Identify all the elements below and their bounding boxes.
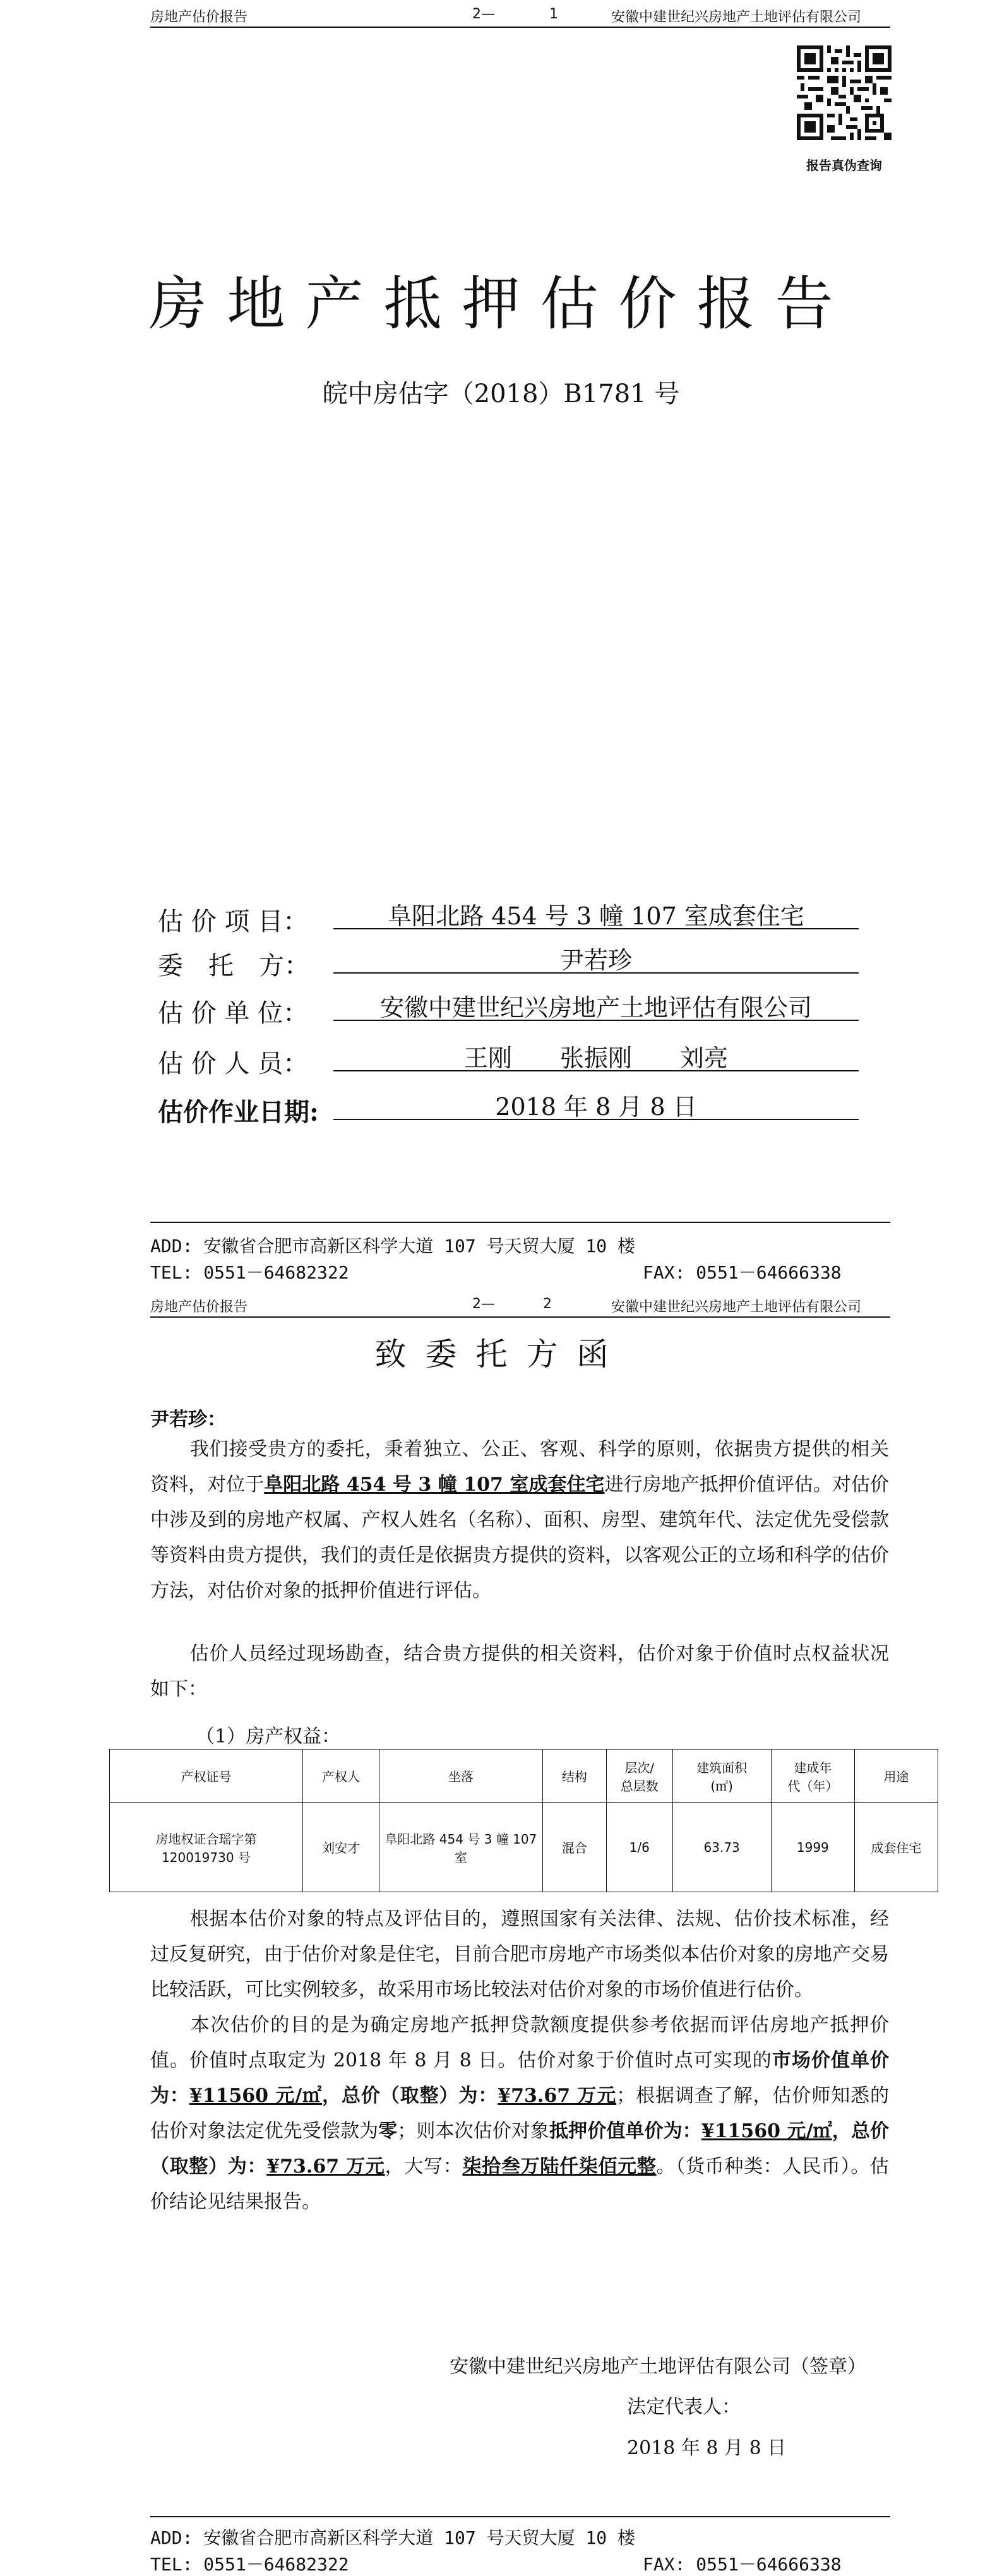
header-page-prefix: 2— — [472, 1296, 495, 1312]
signature-date: 2018 年 8 月 8 日 — [627, 2437, 787, 2459]
qr-label: 报告真伪查询 — [806, 158, 882, 173]
field-label-project: 估 价 项 目： — [158, 907, 309, 936]
footer-rule — [150, 2516, 890, 2517]
field-label-client: 委 托 方： — [158, 951, 309, 981]
table-header-cell: 建成年 代（年） — [771, 1750, 854, 1803]
header-rule — [150, 27, 890, 28]
footer-address: ADD: 安徽省合肥市高新区科学大道 107 号天贸大厦 10 楼 — [150, 1236, 636, 1256]
mortgage-unit-price: ¥11560 元/㎡ — [701, 2120, 832, 2142]
total-in-words: 柒拾叁万陆仟柒佰元整 — [462, 2156, 657, 2178]
header-left: 房地产估价报告 — [150, 1299, 248, 1315]
table-header-cell: 结构 — [542, 1750, 606, 1803]
market-total-price: ¥73.67 万元 — [498, 2085, 617, 2107]
header-page-prefix: 2— — [472, 6, 495, 22]
signature-legal-rep: 法定代表人： — [627, 2396, 741, 2418]
qr-code-icon[interactable] — [797, 45, 892, 140]
footer-phone: TEL: 0551－64682322 — [150, 1262, 349, 1283]
paragraph-inspection: 估价人员经过现场勘查，结合贵方提供的相关资料，估价对象于价值时点权益状况如下： — [150, 1643, 889, 1700]
footer-phone: TEL: 0551－64682322 — [150, 2554, 349, 2575]
table-cell: 1/6 — [606, 1803, 672, 1892]
header-right: 安徽中建世纪兴房地产土地评估有限公司 — [611, 9, 862, 25]
header-rule — [150, 1316, 890, 1318]
footer-fax: FAX: 0551－64666338 — [643, 2554, 842, 2575]
field-value-client: 尹若珍 — [333, 941, 859, 974]
table-header-cell: 层次/ 总层数 — [606, 1750, 672, 1803]
letter-title: 致委托方函 — [374, 1336, 628, 1373]
table-header-row — [110, 1750, 938, 1803]
table-cell: 63.73 — [672, 1803, 771, 1892]
table-header-cell: 建筑面积 (㎡) — [672, 1750, 771, 1803]
table-cell: 刘安才 — [302, 1803, 379, 1892]
property-rights-table — [109, 1749, 938, 1892]
field-label-date: 估价作业日期: — [158, 1097, 319, 1127]
field-value-appraiser-org: 安徽中建世纪兴房地产土地评估有限公司 — [333, 988, 859, 1021]
field-label-appraiser-org: 估 价 单 位： — [158, 999, 309, 1028]
mortgage-total-price: ¥73.67 万元 — [266, 2156, 385, 2178]
paragraph-method: 根据本估价对象的特点及评估目的，遵照国家有关法律、法规、估价技术标准，经过反复研究，由于估价对象是住宅，目前合肥市房地产市场类似本估价对象的房地产交易比较活跃，可比实例较多，故采用市场比较法对估价对象的市场价值进行估价。 — [150, 1908, 889, 2001]
header-left: 房地产估价报告 — [150, 9, 248, 25]
table-header-cell: 产权证号 — [110, 1750, 303, 1803]
field-value-project: 阜阳北路 454 号 3 幢 107 室成套住宅 — [333, 897, 859, 929]
table-cell: 房地权证合瑶字第 120019730 号 — [110, 1803, 303, 1892]
footer-address: ADD: 安徽省合肥市高新区科学大道 107 号天贸大厦 10 楼 — [150, 2527, 636, 2548]
header-page-number: 2 — [543, 1296, 552, 1312]
market-unit-price: ¥11560 元/㎡ — [189, 2085, 323, 2107]
signature-company: 安徽中建世纪兴房地产土地评估有限公司（签章） — [450, 2356, 866, 2378]
table-header-cell: 产权人 — [302, 1750, 379, 1803]
footer-fax: FAX: 0551－64666338 — [643, 1262, 842, 1283]
table-cell: 1999 — [771, 1803, 854, 1892]
paragraph-intro: 我们接受贵方的委托，秉着独立、公正、客观、科学的原则，依据贵方提供的相关资料，对位于阜阳北路 454 号 3 幢 107 室成套住宅进行房地产抵押价值评估。对估价中涉及到的房地产权属、产权人姓名（名称）、面积、房型、建筑年代、法定优先受偿款等资料由贵方提供，我们的责任是依据贵方提供的资料，以客观公正的立场和科学的估价方法，对估价对象的抵押价值进行评估。 — [150, 1438, 890, 1602]
header-page-number: 1 — [549, 6, 558, 22]
table-header-cell: 用途 — [854, 1750, 938, 1803]
subject-property: 阜阳北路 454 号 3 幢 107 室成套住宅 — [264, 1474, 605, 1496]
salutation: 尹若珍： — [150, 1409, 226, 1431]
table-row — [110, 1803, 938, 1892]
document-number: 皖中房估字（2018）B1781 号 — [322, 379, 680, 408]
header-right: 安徽中建世纪兴房地产土地评估有限公司 — [611, 1299, 862, 1315]
footer-rule — [150, 1222, 890, 1223]
table-header-cell: 坐落 — [379, 1750, 543, 1803]
table-cell: 成套住宅 — [854, 1803, 938, 1892]
table-cell: 混合 — [542, 1803, 606, 1892]
field-label-appraisers: 估 价 人 员： — [158, 1049, 309, 1078]
report-title: 房地产抵押估价报告 — [148, 270, 854, 338]
table-cell: 阜阳北路 454 号 3 幢 107 室 — [379, 1803, 543, 1892]
paragraph-conclusion: 本次估价的目的是为确定房地产抵押贷款额度提供参考依据而评估房地产抵押价值。价值时点取定为 2018 年 8 月 8 日。估价对象于价值时点可实现的市场价值单价为：¥11560 元/㎡，总价（取整）为：¥73.67 万元；根据调查了解，估价师知悉的估价对象法定优先受偿款为零；则本次估价对象抵押价值单价为：¥11560 元/㎡，总价（取整）为：¥73.67 万元，大写：柒拾叁万陆仟柒佰元整。（货币种类：人民币）。估价结论见结果报告。 — [150, 2014, 890, 2213]
field-value-date: 2018 年 8 月 8 日 — [333, 1087, 859, 1120]
field-value-appraisers: 王刚 张振刚 刘亮 — [333, 1039, 859, 1071]
rights-subheading: （1）房产权益： — [196, 1726, 341, 1748]
